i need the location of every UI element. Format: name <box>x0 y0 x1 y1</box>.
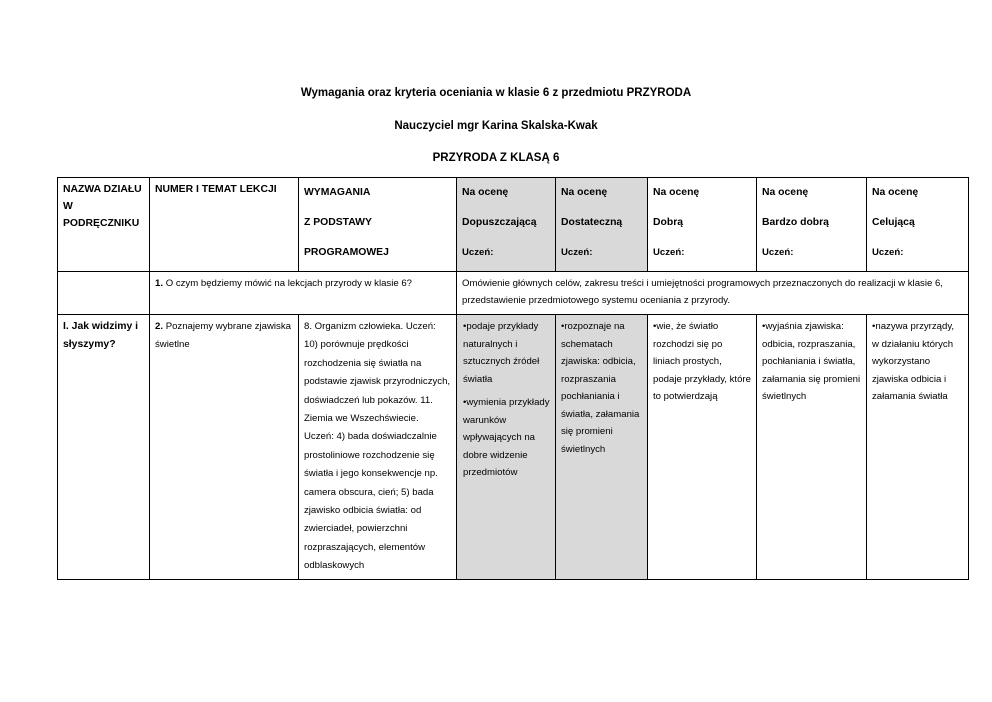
criteria-dopuszczajaca <box>457 315 556 580</box>
criteria-dobra <box>648 315 757 580</box>
criterion-item: • wyjaśnia zjawiska: odbicia, rozpraszania, pochłaniania i światła, załamania się promieni świetlnych <box>762 318 861 406</box>
header-requirements-line3: PROGRAMOWEJ <box>304 247 389 258</box>
header-row <box>58 178 969 272</box>
header-section-name: NAZWA DZIAŁU W PODRĘCZNIKU <box>58 178 150 272</box>
header-grade-celujaca <box>867 178 969 272</box>
header-grade-bardzo-dobra <box>757 178 867 272</box>
section-name: I. Jak widzimy i słyszymy? <box>58 315 150 580</box>
criteria-dostateczna <box>556 315 648 580</box>
grade-prefix: Na ocenę <box>762 187 809 198</box>
grade-prefix: Na ocenę <box>462 187 509 198</box>
criterion-item: • podaje przykłady naturalnych i sztucznych źródeł światła <box>463 318 550 388</box>
pupil-label: Uczeń: <box>561 247 593 258</box>
header-lesson-topic: NUMER I TEMAT LEKCJI <box>150 178 299 272</box>
pupil-label: Uczeń: <box>762 247 794 258</box>
lesson-title: Poznajemy wybrane zjawiska świetlne <box>155 321 291 351</box>
lesson-title: O czym będziemy mówić na lekcjach przyrody w klasie 6? <box>165 278 413 289</box>
criterion-item: • wymienia przykłady warunków wpływających na dobre widzenie przedmiotów <box>463 394 550 482</box>
intro-row <box>58 272 969 315</box>
lesson-number: 1. <box>155 278 164 289</box>
grade-name: Dobrą <box>653 217 684 228</box>
header-requirements <box>299 178 457 272</box>
pupil-label: Uczeń: <box>653 247 685 258</box>
criterion-item: • rozpoznaje na schematach zjawiska: odbicia, rozpraszania pochłaniania i światła, załamania się promieni świetlnych <box>561 318 642 458</box>
document-title: Wymagania oraz kryteria oceniania w klasie 6 z przedmiotu PRZYRODA <box>300 87 692 99</box>
lesson-number: 2. <box>155 321 164 332</box>
criteria-celujaca <box>867 315 969 580</box>
textbook-title: PRZYRODA Z KLASĄ 6 <box>432 152 560 164</box>
curriculum-requirements: 8. Organizm człowieka. Uczeń: 10) porównuje prędkości rozchodzenia się światła na podstawie zjawisk przyrodniczych, doświadczeń lub pokazów. 11. Ziemia we Wszechświecie. Uczeń: 4) bada doświadczalnie prostoliniowe rozchodzenie się światła i jego konsekwencje np. camera obscura, cień; 5) bada zjawisko odbicia światła: od zwierciadeł, powierzchni rozpraszających, elementów odblaskowych <box>299 315 457 580</box>
grade-prefix: Na ocenę <box>872 187 919 198</box>
lesson-topic <box>150 315 299 580</box>
criteria-bardzo-dobra <box>757 315 867 580</box>
teacher-name: Nauczyciel mgr Karina Skalska-Kwak <box>394 120 598 132</box>
intro-section-cell <box>58 272 150 315</box>
header-requirements-line1: WYMAGANIA <box>304 187 371 198</box>
lesson-row <box>58 315 969 580</box>
grade-name: Celującą <box>872 217 915 228</box>
header-requirements-line2: Z PODSTAWY <box>304 217 372 228</box>
grading-criteria-table <box>57 177 969 580</box>
intro-description: Omówienie głównych celów, zakresu treści i umiejętności programowych przeznaczonych do realizacji w klasie 6, przedstawienie przedmiotowego systemu oceniania z przyrody. <box>457 272 969 315</box>
grade-prefix: Na ocenę <box>653 187 700 198</box>
header-grade-dobra <box>648 178 757 272</box>
header-grade-dopuszczajaca <box>457 178 556 272</box>
intro-lesson-topic <box>150 272 457 315</box>
grade-name: Dostateczną <box>561 217 623 228</box>
criterion-item: • wie, że światło rozchodzi się po liniach prostych, podaje przykłady, które to potwierdzają <box>653 318 751 406</box>
grade-name: Bardzo dobrą <box>762 217 829 228</box>
pupil-label: Uczeń: <box>462 247 494 258</box>
grade-prefix: Na ocenę <box>561 187 608 198</box>
header-grade-dostateczna <box>556 178 648 272</box>
grade-name: Dopuszczającą <box>462 217 537 228</box>
criterion-item: • nazywa przyrządy, w działaniu których wykorzystano zjawiska odbicia i załamania światła <box>872 318 963 406</box>
pupil-label: Uczeń: <box>872 247 904 258</box>
